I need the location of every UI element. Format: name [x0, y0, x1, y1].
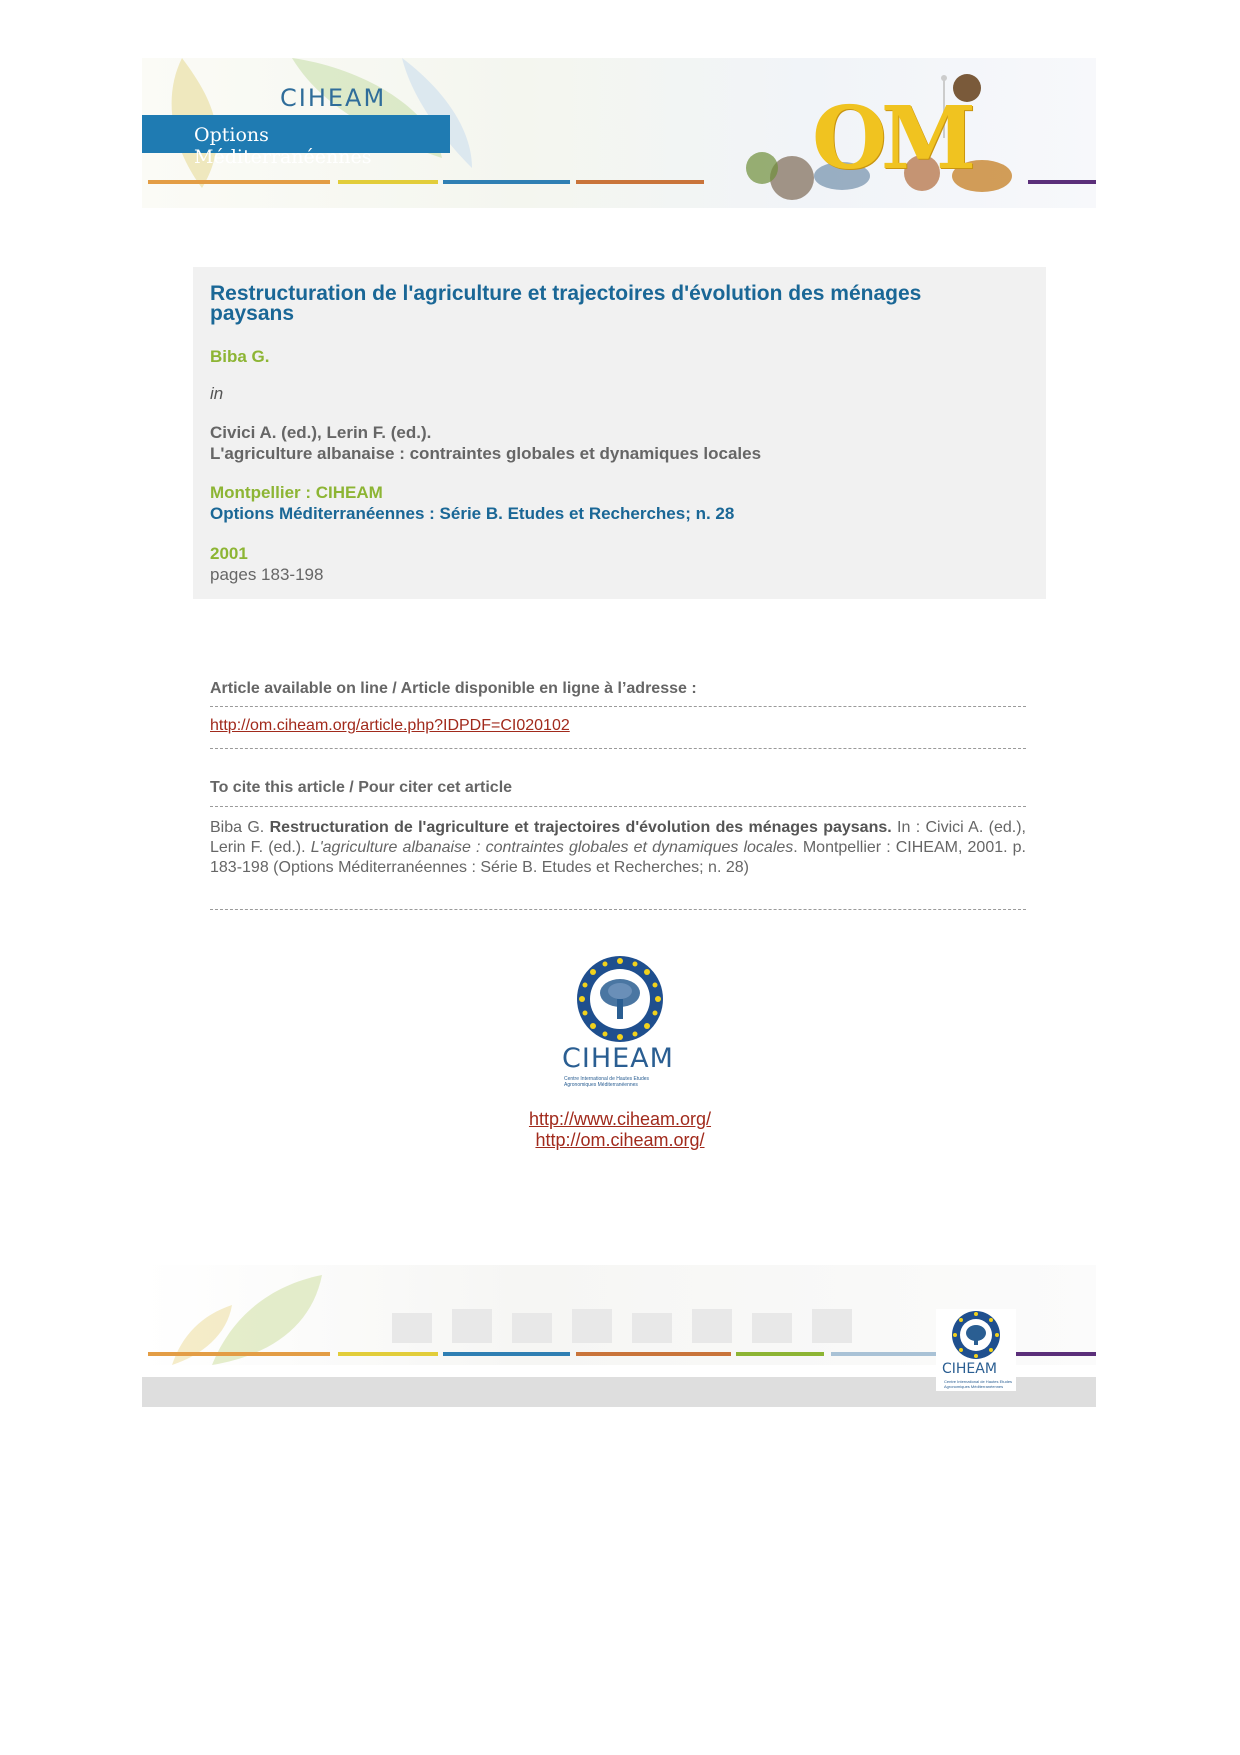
- publisher: Montpellier : CIHEAM: [210, 483, 383, 502]
- header-stripes: [148, 180, 1096, 184]
- online-label: Article available on line / Article disponible en ligne à l’adresse :: [210, 680, 697, 697]
- logo-subtitle-line2: Agronomiques Méditerranéennes: [564, 1082, 638, 1088]
- journal-label: Options Méditerranéennes: [194, 124, 372, 168]
- ciheam-logo: [558, 955, 682, 1090]
- logo-name: CIHEAM: [562, 1043, 674, 1074]
- om-mark: OM: [812, 88, 971, 189]
- om-website-link[interactable]: http://om.ciheam.org/: [535, 1130, 705, 1150]
- divider: [210, 806, 1026, 807]
- header-banner: [142, 58, 1096, 208]
- article-title: Restructuration de l'agriculture et trajectoires d'évolution des ménages paysans: [210, 282, 922, 325]
- divider: [210, 706, 1026, 707]
- editors-block: [210, 422, 761, 464]
- series: Options Méditerranéennes : Série B. Etudes et Recherches; n. 28: [210, 504, 735, 523]
- ciheam-emblem-icon: [936, 1309, 1016, 1359]
- cite-title: Restructuration de l'agriculture et trajectoires d'évolution des ménages paysans.: [269, 819, 892, 836]
- article-info-box: [193, 267, 1046, 599]
- logo-subtitle-line1: Centre International de Hautes Etudes: [564, 1076, 650, 1082]
- book-title: L'agriculture albanaise : contraintes globales et dynamiques locales: [210, 444, 762, 463]
- article-link[interactable]: http://om.ciheam.org/article.php?IDPDF=CI020102: [210, 717, 570, 734]
- om-website-link-row: [0, 1130, 1240, 1151]
- cite-author: Biba G.: [210, 819, 265, 836]
- cite-book: L'agriculture albanaise : contraintes globales et dynamiques locales: [310, 839, 794, 856]
- divider: [210, 748, 1026, 749]
- footer-logo-subtitle-line2: Agronomiques Méditerranéennes: [944, 1384, 1004, 1389]
- website-link[interactable]: http://www.ciheam.org/: [528, 1109, 712, 1129]
- footer-ciheam-logo: [936, 1309, 1016, 1391]
- footer-logo-name: CIHEAM: [942, 1361, 997, 1377]
- cite-label: To cite this article / Pour citer cet article: [210, 779, 513, 796]
- cite-in: In : Civici A. (ed.), Lerin F. (ed.).: [210, 819, 1026, 856]
- journal-ribbon: [142, 115, 450, 168]
- header-org-name: CIHEAM: [280, 84, 387, 112]
- footer-logo-subtitle-line1: Centre International de Hautes Etudes: [944, 1379, 1013, 1384]
- cite-rest: . Montpellier : CIHEAM, 2001. p. 183-198 (Options Méditerranéennes : Série B. Etudes et Recherches; n. 28): [210, 839, 1027, 876]
- divider: [210, 909, 1026, 910]
- footer-logo-subtitle: [944, 1379, 1012, 1389]
- year: 2001: [210, 544, 248, 563]
- ciheam-emblem-icon: [558, 955, 682, 1047]
- article-author: Biba G.: [210, 347, 270, 366]
- editors: Civici A. (ed.), Lerin F. (ed.).: [210, 423, 432, 442]
- pages: pages 183-198: [210, 565, 324, 584]
- in-label: in: [210, 384, 224, 403]
- logo-subtitle: [564, 1076, 649, 1088]
- citation-text: [210, 818, 1026, 878]
- website-link-row: [0, 1109, 1240, 1130]
